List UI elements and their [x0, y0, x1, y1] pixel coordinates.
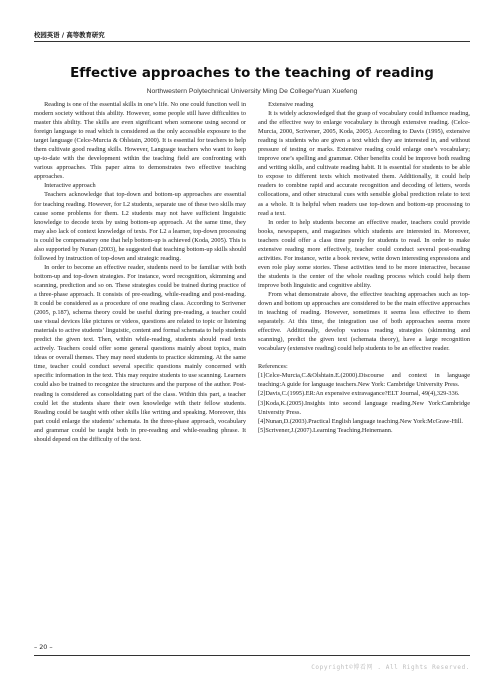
left-column	[34, 100, 246, 444]
section-heading-interactive-approach: Interactive approach	[44, 182, 96, 190]
body-paragraph: It is widely acknowledged that the grasp of vocabulary could influence reading, and the effective way to enlarge vocabulary is through extensive reading. (Celce-Murcia, 2000, Scrivener, 2005, Koda, 2005). According to Davis (1995), extensive reading is students who are given a text which they are interested in, and without pressure of testing or marks. Extensive reading could enlarge one’s vocabulary; improve one’s spelling and grammar. Other benefits could be improve both reading and writing skills, and cultivate reading habit. It is essential for students to be able to expose to different texts which motivated them. Additionally, it could help readers to combine rapid and accurate recognition and decoding of letters, words collocations, and other structural cues with sensible global prediction relate to text as a whole. It is helpful when readers use top-down and bottom-up processing to read a text.	[258, 110, 470, 217]
article-title: Effective approaches to the teaching of reading	[70, 66, 434, 81]
copyright-watermark: Copyright©博看网 . All Rights Reserved.	[311, 664, 470, 671]
right-column	[258, 100, 470, 435]
reference-item: [1]Celce-Murcia,C.&Olshtain.E.(2000).Discourse and context in language teaching:A guide for language teachers.New York: Cambridge University Press.	[258, 372, 470, 389]
reference-item: [4]Nunan,D.(2003).Practical English language teaching.New York:McGraw-Hill.	[258, 417, 463, 425]
references-heading: References:	[258, 363, 288, 371]
conclusion-paragraph: From what demonstrate above, the effective teaching approaches such as top-down and bottom up approaches are considered to be the main effective approaches in teaching of reading. However, sometimes it seems less effective to them separately. At this time, the integration use of both approaches seems more effective. Additionally, develop various reading strategies (skimming and scanning), predict the given text (schemata theory), have a large recognition vocabulary (extensive reading) could help students to be an effective reader.	[258, 290, 470, 353]
page-number: – 20 –	[34, 643, 53, 651]
body-paragraph: Teachers acknowledge that top-down and bottom-up approaches are essential for teaching reading. However, for L2 students, separate use of these two skills may cause some problems for them. L2 students may not have sufficient linguistic knowledge to decode texts by using bottom-up approach. At the same time, they may also lack of context knowledge of texts. For L2 a learner, top-down processing is could be compensatory one that help bottom-up is achieved (Koda, 2005). This is also supported by Nunan (2003), he suggested that teaching bottom-up skills should followed by instruction of top-down and strategic reading.	[34, 191, 246, 262]
reference-item: [3]Koda,K.(2005).Insights into second language reading.New York:Cambridge University Press.	[258, 399, 470, 416]
intro-paragraph: Reading is one of the essential skills in one’s life. No one could function well in modern society without this ability. However, some people still have difficulties to master this ability. The skills are even significant when someone using second or foreign language to read which is considered as the only accessible exposure to the target language (Celce-Murcia & Ohlstain, 2000). It is essential for teachers to help them cultivate good reading skills. However, Language teachers who want to keep up-to-date with the development within the teaching field are confronting with various approaches. This paper aims to demonstrates two effective teaching approaches.	[34, 101, 246, 181]
body-paragraph: In order to become an effective reader, students need to be familiar with both bottom-up and top-down strategies. For instance, word recognition, skimming and scanning, prediction and so on. These strategies could be trained during practice of a three-phase approach. It consists of pre-reading, while-reading and post-reading. It could be considered as a procedure of one reading class. According to Scrivener (2005, p.187), schema theory could be useful during pre-reading, a teacher could use visual devices like pictures or videos, questions are related to topic or listening materials to active students’ linguistic, content and formal schemata to help students predict the given text. Then, within while-reading, students should read texts actively. Teachers could offer some general questions mainly about topics, main ideas or overall themes. They may need students to practice skimming. At the same time, teacher could conduct several specific questions mainly concerned with specific information in the text. This may require students to use scanning. Learners could also be trained to recognize the structures and the purpose of the author. Post-reading is considered as consolidating part of the class. Within this part, a teacher could let the students share their own knowledge with their fellow students. Reading could be taught with other skills like writing and speaking. Moreover, this part could enlarge the students’ schemata. In the three-phase approach, vocabulary and grammar could be taught both in pre-reading and while-reading phrase. It should depend on the difficulty of the text.	[34, 263, 246, 443]
header-divider	[34, 41, 470, 42]
article-byline: Northwestern Polytechnical University Ming De College/Yuan Xuefeng	[146, 88, 358, 95]
journal-header: 校园英语 / 高等教育研究	[34, 31, 105, 39]
reference-item: [2]Davis,C.(1995).ER:An expensive extravagance?ELT Journal, 49(4),329-336.	[258, 390, 460, 398]
footer-divider	[34, 655, 470, 656]
body-paragraph: In order to help students become an effective reader, teachers could provide books, newspapers, and magazines which students are interested in. Moreover, teachers could offer a class time purely for students to read. In order to make extensive reading more effectively, teacher could conduct several post-reading activities. For instance, write a book review, write down interesting expressions and even role play some stories. These activities tend to be more interactive, because the students is the center of the whole reading process which could help them improve both linguistic and cognitive ability.	[258, 218, 470, 289]
reference-item: [5]Scrivener,J.(2007).Learning Teaching.Heinemann.	[258, 426, 393, 434]
section-heading-extensive-reading: Extensive reading	[268, 101, 314, 108]
